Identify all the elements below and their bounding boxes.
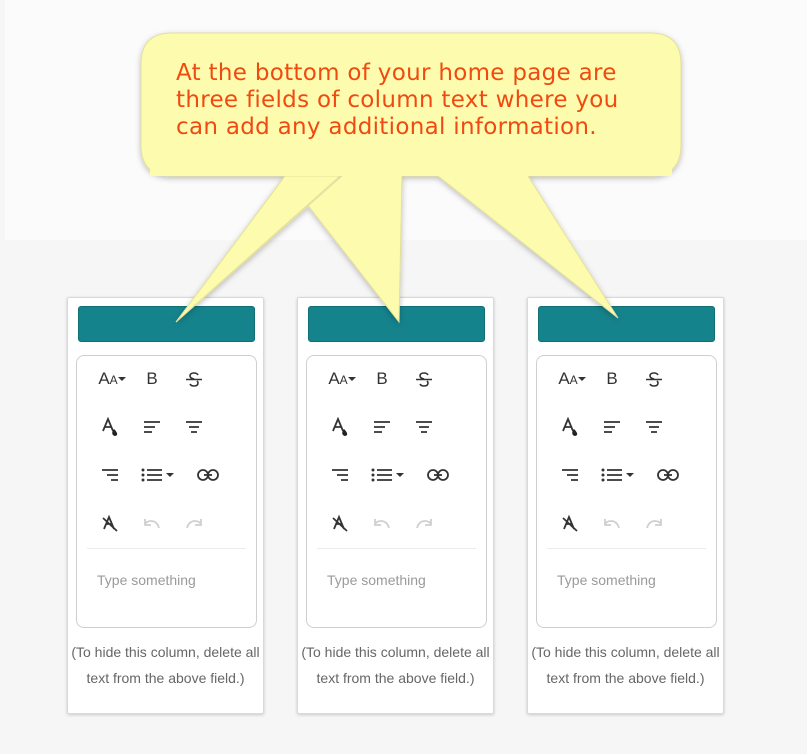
clear-format-button[interactable] xyxy=(95,508,125,538)
bold-button[interactable] xyxy=(597,364,627,394)
bullet-list-icon xyxy=(141,467,163,483)
column-text-input[interactable]: Type something xyxy=(97,572,196,588)
align-right-icon xyxy=(101,468,119,482)
strikethrough-button[interactable] xyxy=(409,364,439,394)
link-button[interactable] xyxy=(193,460,223,490)
align-center-button[interactable] xyxy=(639,412,669,442)
list-dropdown-button[interactable] xyxy=(623,460,637,490)
rich-text-editor xyxy=(536,355,717,628)
link-icon xyxy=(657,469,679,481)
column-card-2 xyxy=(297,297,494,714)
align-left-button[interactable] xyxy=(367,412,397,442)
align-left-icon xyxy=(143,420,161,434)
strikethrough-icon xyxy=(185,370,203,388)
font-size-icon: AA xyxy=(558,369,578,388)
align-right-button[interactable] xyxy=(325,460,355,490)
clear-format-icon xyxy=(331,514,349,532)
clear-format-icon xyxy=(561,514,579,532)
undo-icon xyxy=(373,517,391,529)
align-right-button[interactable] xyxy=(555,460,585,490)
text-color-icon xyxy=(561,417,579,437)
clear-format-button[interactable] xyxy=(555,508,585,538)
align-left-button[interactable] xyxy=(137,412,167,442)
align-right-icon xyxy=(331,468,349,482)
strikethrough-button[interactable] xyxy=(179,364,209,394)
strikethrough-icon xyxy=(415,370,433,388)
callout-text: At the bottom of your home page are three fields of column text where you can add any additional information. xyxy=(176,60,619,140)
text-color-button[interactable] xyxy=(325,412,355,442)
link-icon xyxy=(427,469,449,481)
toolbar-row xyxy=(77,460,256,490)
list-dropdown-button[interactable] xyxy=(393,460,407,490)
clear-format-button[interactable] xyxy=(325,508,355,538)
align-center-button[interactable] xyxy=(409,412,439,442)
caret-down-icon xyxy=(578,376,586,382)
align-center-icon xyxy=(185,420,203,434)
redo-button[interactable] xyxy=(179,508,209,538)
caret-down-icon xyxy=(166,472,174,478)
toolbar-row xyxy=(307,460,486,490)
caret-down-icon xyxy=(348,376,356,382)
redo-button[interactable] xyxy=(409,508,439,538)
bold-button[interactable] xyxy=(367,364,397,394)
toolbar-row xyxy=(537,412,716,442)
caret-down-icon xyxy=(118,376,126,382)
toolbar-row xyxy=(77,412,256,442)
link-icon xyxy=(197,469,219,481)
toolbar-row xyxy=(77,508,256,538)
redo-icon xyxy=(185,517,203,529)
toolbar-row xyxy=(307,412,486,442)
bold-icon: B xyxy=(606,369,618,388)
toolbar-row xyxy=(537,460,716,490)
strikethrough-icon xyxy=(645,370,663,388)
redo-icon xyxy=(645,517,663,529)
caret-down-icon xyxy=(626,472,634,478)
column-text-input[interactable]: Type something xyxy=(557,572,656,588)
rich-text-editor xyxy=(76,355,257,628)
toolbar-row xyxy=(307,364,486,394)
toolbar-divider xyxy=(87,548,246,549)
font-size-button[interactable] xyxy=(323,364,361,394)
toolbar-row xyxy=(537,508,716,538)
bold-icon: B xyxy=(376,369,388,388)
undo-icon xyxy=(143,517,161,529)
align-center-button[interactable] xyxy=(179,412,209,442)
clear-format-icon xyxy=(101,514,119,532)
align-center-icon xyxy=(645,420,663,434)
undo-icon xyxy=(603,517,621,529)
list-dropdown-button[interactable] xyxy=(163,460,177,490)
toolbar-divider xyxy=(317,548,476,549)
text-color-icon xyxy=(101,417,119,437)
text-color-button[interactable] xyxy=(95,412,125,442)
redo-icon xyxy=(415,517,433,529)
undo-button[interactable] xyxy=(367,508,397,538)
column-note: (To hide this column, delete all text from the above field.) xyxy=(531,644,720,686)
column-text-input[interactable]: Type something xyxy=(327,572,426,588)
column-note: (To hide this column, delete all text from the above field.) xyxy=(71,644,260,686)
bold-icon: B xyxy=(146,369,158,388)
toolbar-row xyxy=(307,508,486,538)
align-center-icon xyxy=(415,420,433,434)
font-size-icon: AA xyxy=(98,369,118,388)
undo-button[interactable] xyxy=(137,508,167,538)
align-left-icon xyxy=(373,420,391,434)
strikethrough-button[interactable] xyxy=(639,364,669,394)
callout-bubble xyxy=(0,0,807,330)
toolbar-row xyxy=(77,364,256,394)
column-card-1 xyxy=(67,297,264,714)
align-right-icon xyxy=(561,468,579,482)
link-button[interactable] xyxy=(423,460,453,490)
text-color-button[interactable] xyxy=(555,412,585,442)
font-size-button[interactable] xyxy=(553,364,591,394)
align-left-button[interactable] xyxy=(597,412,627,442)
bold-button[interactable] xyxy=(137,364,167,394)
link-button[interactable] xyxy=(653,460,683,490)
bullet-list-icon xyxy=(601,467,623,483)
font-size-icon: AA xyxy=(328,369,348,388)
rich-text-editor xyxy=(306,355,487,628)
text-color-icon xyxy=(331,417,349,437)
column-card-3 xyxy=(527,297,724,714)
align-right-button[interactable] xyxy=(95,460,125,490)
align-left-icon xyxy=(603,420,621,434)
column-note: (To hide this column, delete all text from the above field.) xyxy=(301,644,490,686)
toolbar-row xyxy=(537,364,716,394)
font-size-button[interactable] xyxy=(93,364,131,394)
toolbar-divider xyxy=(547,548,706,549)
bullet-list-icon xyxy=(371,467,393,483)
undo-button[interactable] xyxy=(597,508,627,538)
caret-down-icon xyxy=(396,472,404,478)
redo-button[interactable] xyxy=(639,508,669,538)
